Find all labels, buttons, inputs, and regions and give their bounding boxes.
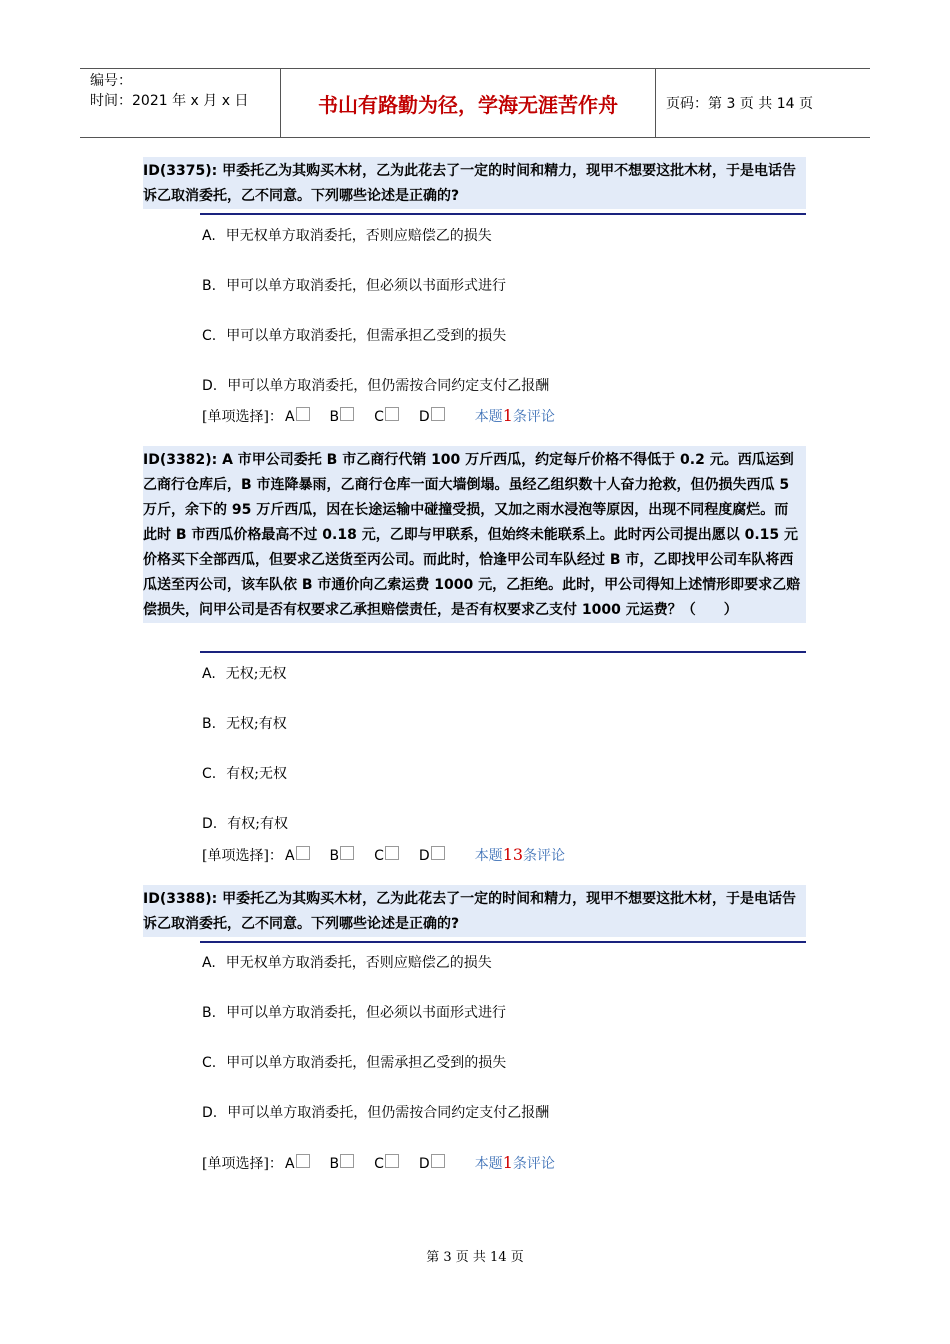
option-b: B. 无权;有权	[202, 716, 287, 732]
choice-d[interactable]: D	[419, 846, 445, 866]
choice-a[interactable]: A	[285, 846, 310, 866]
option-a: A. 甲无权单方取消委托，否则应赔偿乙的损失	[202, 228, 492, 244]
header-meta	[80, 69, 280, 137]
option-d: D. 甲可以单方取消委托，但仍需按合同约定支付乙报酬	[202, 1105, 550, 1121]
checkbox[interactable]	[340, 407, 354, 421]
choice-c[interactable]: C	[374, 846, 399, 866]
checkbox[interactable]	[385, 407, 399, 421]
choice-a[interactable]: A	[285, 1154, 310, 1174]
choice-b[interactable]: B	[330, 407, 355, 427]
checkbox[interactable]	[296, 407, 310, 421]
choice-c[interactable]: C	[374, 1154, 399, 1174]
option-b: B. 甲可以单方取消委托，但必须以书面形式进行	[202, 278, 507, 294]
option-a: A. 甲无权单方取消委托，否则应赔偿乙的损失	[202, 955, 492, 971]
answer-select-row: [单项选择]： A B C D 本题1条评论	[202, 406, 555, 425]
comment-link[interactable]: 本题13条评论	[474, 845, 566, 864]
page-footer: 第 3 页 共 14 页	[426, 1250, 524, 1265]
checkbox[interactable]	[340, 1154, 354, 1168]
checkbox[interactable]	[431, 846, 445, 860]
choice-b[interactable]: B	[330, 846, 355, 866]
answer-select-row: [单项选择]： A B C D 本题1条评论	[202, 1153, 555, 1172]
option-c: C. 有权;无权	[202, 766, 287, 782]
checkbox[interactable]	[296, 1154, 310, 1168]
option-b: B. 甲可以单方取消委托，但必须以书面形式进行	[202, 1005, 507, 1021]
question-divider	[200, 213, 806, 215]
question-divider	[200, 941, 806, 943]
checkbox[interactable]	[431, 407, 445, 421]
choice-c[interactable]: C	[374, 407, 399, 427]
comment-link[interactable]: 本题1条评论	[474, 406, 555, 425]
choice-a[interactable]: A	[285, 407, 310, 427]
question-text: ID(3388): 甲委托乙为其购买木材，乙为此花去了一定的时间和精力，现甲不想要这批木材，于是电话告诉乙取消委托，乙不同意。下列哪些论述是正确的?	[143, 885, 806, 937]
choice-d[interactable]: D	[419, 407, 445, 427]
option-a: A. 无权;无权	[202, 666, 287, 682]
comment-link[interactable]: 本题1条评论	[474, 1153, 555, 1172]
question-text: ID(3375): 甲委托乙为其购买木材，乙为此花去了一定的时间和精力，现甲不想要这批木材，于是电话告诉乙取消委托，乙不同意。下列哪些论述是正确的?	[143, 157, 806, 209]
checkbox[interactable]	[431, 1154, 445, 1168]
question-divider	[200, 651, 806, 653]
choice-d[interactable]: D	[419, 1154, 445, 1174]
checkbox[interactable]	[385, 846, 399, 860]
option-d: D. 甲可以单方取消委托，但仍需按合同约定支付乙报酬	[202, 378, 550, 394]
checkbox[interactable]	[340, 846, 354, 860]
option-c: C. 甲可以单方取消委托，但需承担乙受到的损失	[202, 1055, 507, 1071]
checkbox[interactable]	[385, 1154, 399, 1168]
question-text: ID(3382): A 市甲公司委托 B 市乙商行代销 100 万斤西瓜，约定每斤价格不得低于 0.2 元。西瓜运到乙商行仓库后，B 市连降暴雨，乙商行仓库一面大墙倒塌。虽经乙组织数十人奋力抢救，但仍损失西瓜 5 万斤，余下的 95 万斤西瓜，因在长途运输中碰撞受损，又加之雨水浸泡等原因，出现不同程度腐烂。而此时 B 市西瓜价格最高不过 0.18 元，乙即与甲联系，但始终未能联系上。此时丙公司提出愿以 0.15 元价格买下全部西瓜，但要求乙送货至丙公司。而此时，恰逢甲公司车队经过 B 市，乙即找甲公司车队将西瓜送至丙公司，该车队依 B 市通价向乙索运费 1000 元，乙拒绝。此时，甲公司得知上述情形即要求乙赔偿损失，问甲公司是否有权要求乙承担赔偿责任，是否有权要求乙支付 1000 元运费？（ ）	[143, 446, 806, 623]
date-label: 时间：2021 年 x 月 x 日	[90, 93, 249, 109]
option-d: D. 有权;有权	[202, 816, 288, 832]
page-header	[80, 68, 870, 138]
checkbox[interactable]	[296, 846, 310, 860]
header-page-label: 页码：第 3 页 共 14 页	[666, 96, 813, 112]
choice-b[interactable]: B	[330, 1154, 355, 1174]
header-motto: 书山有路勤为径，学海无涯苦作舟	[280, 69, 656, 137]
code-label: 编号：	[90, 73, 132, 89]
option-c: C. 甲可以单方取消委托，但需承担乙受到的损失	[202, 328, 507, 344]
answer-select-row: [单项选择]： A B C D 本题13条评论	[202, 845, 566, 864]
